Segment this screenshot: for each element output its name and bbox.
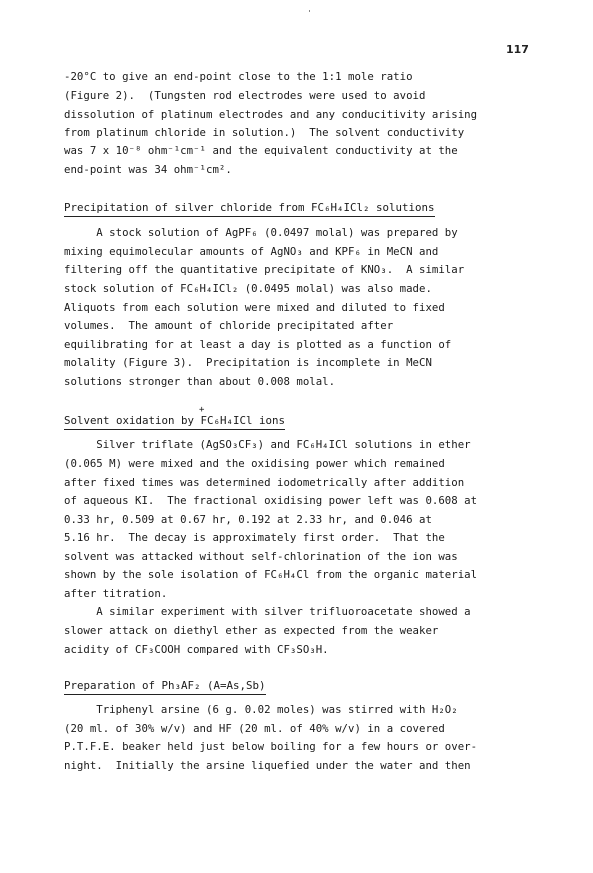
text-line: acidity of CF₃COOH compared with CF₃SO₃H. xyxy=(64,643,329,656)
text-line: solvent was attacked without self-chlorination of the ion was xyxy=(64,550,458,563)
text-line: (0.065 M) were mixed and the oxidising power which remained xyxy=(64,457,445,470)
text-line: was 7 x 10⁻⁸ ohm⁻¹cm⁻¹ and the equivalent conductivity at the xyxy=(64,144,458,157)
text-line: mixing equimolecular amounts of AgNO₃ and KPF₆ in MeCN and xyxy=(64,245,439,258)
scan-speck xyxy=(309,10,310,12)
text-line: (20 ml. of 30% w/v) and HF (20 ml. of 40% w/v) in a covered xyxy=(64,722,445,735)
text-line: night. Initially the arsine liquefied under the water and then xyxy=(64,759,471,772)
text-line: 0.33 hr, 0.509 at 0.67 hr, 0.192 at 2.33 hr, and 0.046 at xyxy=(64,513,432,526)
text-line: shown by the sole isolation of FC₆H₄Cl from the organic material xyxy=(64,568,478,581)
text-line: slower attack on diethyl ether as expected from the weaker xyxy=(64,624,439,637)
text-line: after fixed times was determined iodometrically after addition xyxy=(64,476,465,489)
text-line: dissolution of platinum electrodes and any conducitivity arising xyxy=(64,108,478,121)
text-line: solutions stronger than about 0.008 molal. xyxy=(64,375,336,388)
text-line: stock solution of FC₆H₄ICl₂ (0.0495 molal) was also made. xyxy=(64,282,432,295)
text-line: P.T.F.E. beaker held just below boiling for a few hours or over- xyxy=(64,740,478,753)
text-line: after titration. xyxy=(64,587,168,600)
text-line: (Figure 2). (Tungsten rod electrodes were used to avoid xyxy=(64,89,426,102)
text-line: A stock solution of AgPF₆ (0.0497 molal) was prepared by xyxy=(64,226,458,239)
text-line: of aqueous KI. The fractional oxidising power left was 0.608 at xyxy=(64,494,478,507)
section-heading-silver-chloride: Precipitation of silver chloride from FC₆H₄ICl₂ solutions xyxy=(64,203,435,217)
text-line: -20°C to give an end-point close to the 1:1 mole ratio xyxy=(64,70,413,83)
section-heading-preparation: Preparation of Ph₃AF₂ (A=As,Sb) xyxy=(64,681,266,695)
text-line: Aliquots from each solution were mixed and diluted to fixed xyxy=(64,301,445,314)
section-heading-solvent-oxidation: Solvent oxidation by FC₆H₄ICl ions xyxy=(64,416,285,430)
text-line: filtering off the quantitative precipitate of KNO₃. A similar xyxy=(64,263,465,276)
text-line: molality (Figure 3). Precipitation is incomplete in MeCN xyxy=(64,356,432,369)
text-line: equilibrating for at least a day is plotted as a function of xyxy=(64,338,452,351)
page-number: 117 xyxy=(506,43,529,56)
cation-plus-sign: + xyxy=(199,405,205,415)
text-line: A similar experiment with silver trifluoroacetate showed a xyxy=(64,605,471,618)
text-line: 5.16 hr. The decay is approximately first order. That the xyxy=(64,531,445,544)
text-line: end-point was 34 ohm⁻¹cm². xyxy=(64,163,232,176)
text-line: Silver triflate (AgSO₃CF₃) and FC₆H₄ICl solutions in ether xyxy=(64,438,471,451)
text-line: volumes. The amount of chloride precipitated after xyxy=(64,319,394,332)
text-line: Triphenyl arsine (6 g. 0.02 moles) was stirred with H₂O₂ xyxy=(64,703,458,716)
text-line: from platinum chloride in solution.) The solvent conductivity xyxy=(64,126,465,139)
